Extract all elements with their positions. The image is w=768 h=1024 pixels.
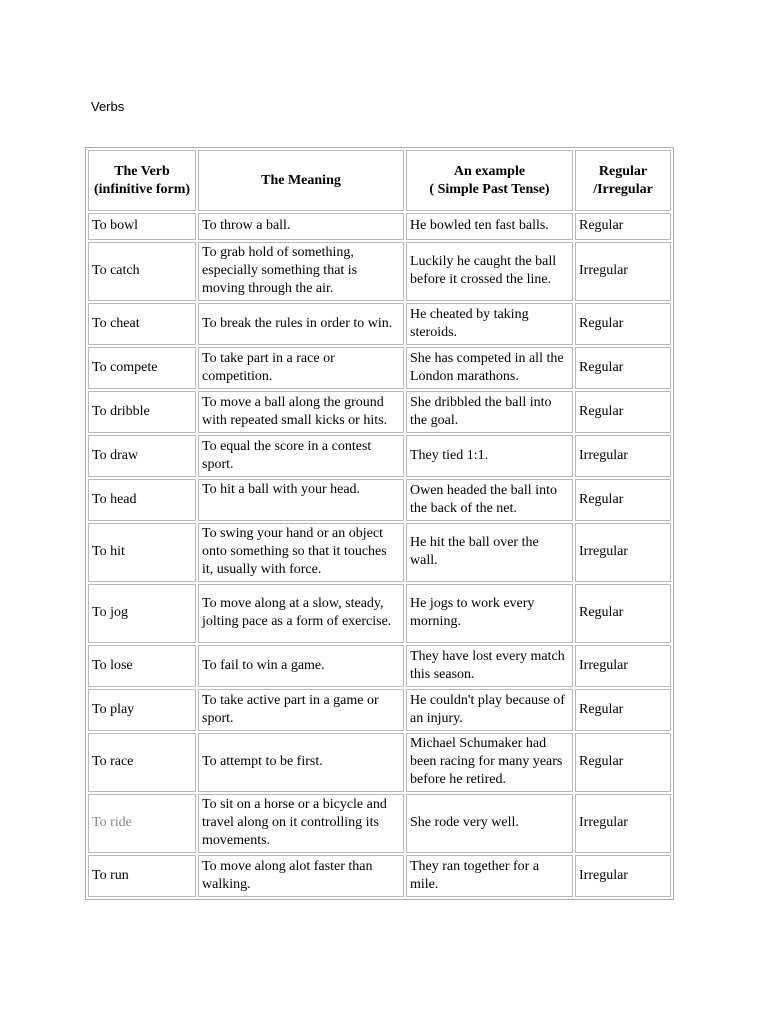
table-row <box>88 242 671 301</box>
header-example: An example ( Simple Past Tense) <box>406 150 573 211</box>
meaning-cell: To attempt to be first. <box>198 733 404 792</box>
regularity-cell: Irregular <box>575 523 671 582</box>
meaning-cell: To move along at a slow, steady, jolting pace as a form of exercise. <box>198 584 404 643</box>
regularity-cell: Irregular <box>575 242 671 301</box>
example-cell: She rode very well. <box>406 794 573 853</box>
meaning-cell: To take part in a race or competition. <box>198 347 404 389</box>
meaning-cell: To grab hold of something, especially something that is moving through the air. <box>198 242 404 301</box>
header-verb: The Verb (infinitive form) <box>88 150 196 211</box>
verb-cell: To catch <box>88 242 196 301</box>
table-row <box>88 391 671 433</box>
verb-cell: To head <box>88 479 196 521</box>
regularity-cell: Regular <box>575 391 671 433</box>
regularity-cell: Irregular <box>575 855 671 897</box>
header-row <box>88 150 671 211</box>
example-cell: He bowled ten fast balls. <box>406 213 573 240</box>
example-cell: Owen headed the ball into the back of the net. <box>406 479 573 521</box>
verb-cell: To compete <box>88 347 196 389</box>
verb-cell: To lose <box>88 645 196 687</box>
meaning-cell: To equal the score in a contest sport. <box>198 435 404 477</box>
verb-cell: To hit <box>88 523 196 582</box>
meaning-cell: To sit on a horse or a bicycle and travel along on it controlling its movements. <box>198 794 404 853</box>
example-cell: She has competed in all the London marathons. <box>406 347 573 389</box>
header-meaning: The Meaning <box>198 150 404 211</box>
example-cell: He couldn't play because of an injury. <box>406 689 573 731</box>
meaning-cell: To move a ball along the ground with repeated small kicks or hits. <box>198 391 404 433</box>
example-cell: They tied 1:1. <box>406 435 573 477</box>
verb-cell: To run <box>88 855 196 897</box>
example-cell: He cheated by taking steroids. <box>406 303 573 345</box>
example-cell: They ran together for a mile. <box>406 855 573 897</box>
regularity-cell: Regular <box>575 689 671 731</box>
example-cell: Luckily he caught the ball before it crossed the line. <box>406 242 573 301</box>
regularity-cell: Regular <box>575 213 671 240</box>
table-row <box>88 689 671 731</box>
table-row <box>88 303 671 345</box>
verb-cell: To dribble <box>88 391 196 433</box>
document-heading: Verbs <box>91 99 125 114</box>
regularity-cell: Irregular <box>575 435 671 477</box>
meaning-cell: To hit a ball with your head. <box>198 479 404 521</box>
verb-cell: To bowl <box>88 213 196 240</box>
header-regularity: Regular /Irregular <box>575 150 671 211</box>
meaning-cell: To throw a ball. <box>198 213 404 240</box>
table-row <box>88 479 671 521</box>
example-cell: They have lost every match this season. <box>406 645 573 687</box>
example-cell: She dribbled the ball into the goal. <box>406 391 573 433</box>
regularity-cell: Irregular <box>575 794 671 853</box>
example-cell: He hit the ball over the wall. <box>406 523 573 582</box>
meaning-cell: To take active part in a game or sport. <box>198 689 404 731</box>
example-cell: Michael Schumaker had been racing for many years before he retired. <box>406 733 573 792</box>
regularity-cell: Regular <box>575 584 671 643</box>
verbs-table <box>85 147 674 900</box>
table-row <box>88 794 671 853</box>
verb-cell: To play <box>88 689 196 731</box>
meaning-cell: To move along alot faster than walking. <box>198 855 404 897</box>
table-row <box>88 733 671 792</box>
table-row <box>88 347 671 389</box>
regularity-cell: Regular <box>575 347 671 389</box>
meaning-cell: To break the rules in order to win. <box>198 303 404 345</box>
regularity-cell: Regular <box>575 733 671 792</box>
table-row <box>88 584 671 643</box>
table-row <box>88 523 671 582</box>
meaning-cell: To swing your hand or an object onto something so that it touches it, usually with force. <box>198 523 404 582</box>
table-row <box>88 645 671 687</box>
table-row <box>88 213 671 240</box>
verb-cell: To jog <box>88 584 196 643</box>
verb-cell: To ride <box>88 794 196 853</box>
example-cell: He jogs to work every morning. <box>406 584 573 643</box>
table-row <box>88 435 671 477</box>
verb-cell: To draw <box>88 435 196 477</box>
regularity-cell: Regular <box>575 303 671 345</box>
regularity-cell: Irregular <box>575 645 671 687</box>
verb-cell: To cheat <box>88 303 196 345</box>
regularity-cell: Regular <box>575 479 671 521</box>
meaning-cell: To fail to win a game. <box>198 645 404 687</box>
verb-cell: To race <box>88 733 196 792</box>
table-row <box>88 855 671 897</box>
